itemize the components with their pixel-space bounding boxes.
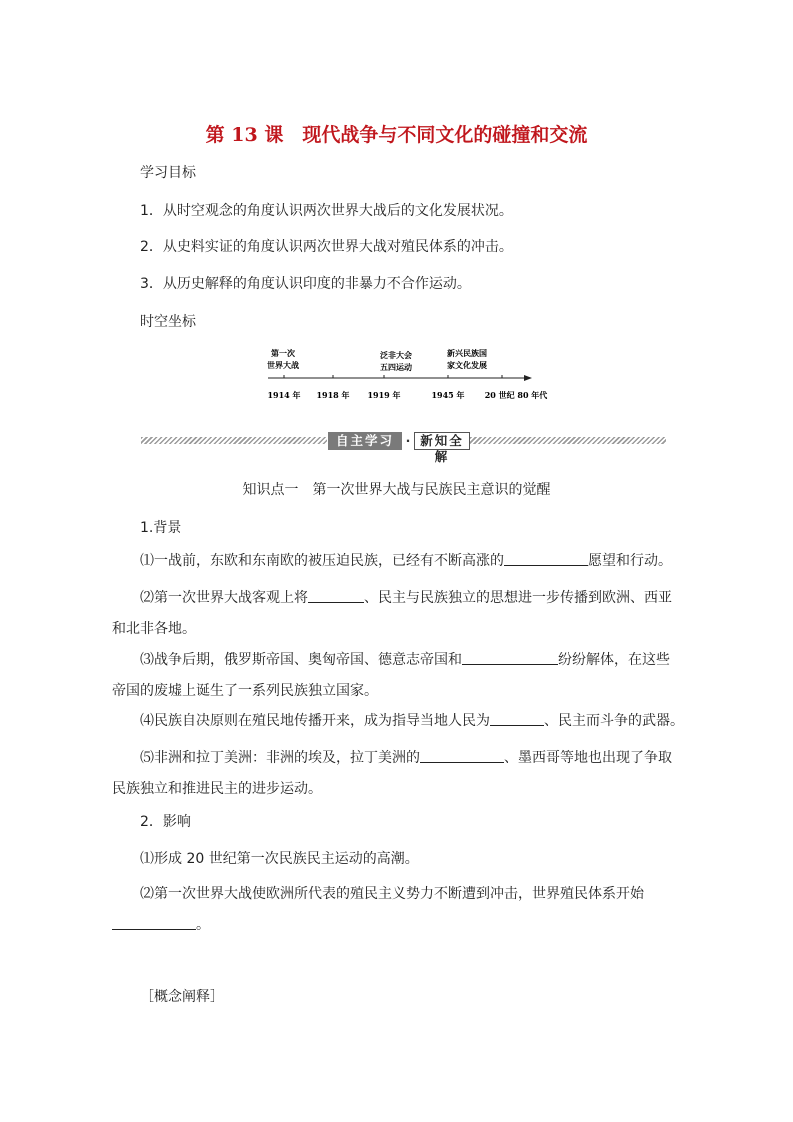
timeline-tick-label: 1914 年 xyxy=(267,390,301,400)
impact-heading: 2．影响 xyxy=(140,814,191,830)
answer-blank[interactable] xyxy=(490,710,544,726)
answer-blank[interactable] xyxy=(420,747,504,763)
text: 、民主与民族独立的思想进一步传播到欧洲、西亚 xyxy=(364,590,672,606)
concept-heading: ［概念阐释］ xyxy=(140,989,224,1005)
text: 愿望和行动。 xyxy=(588,553,672,569)
timeline-figure xyxy=(262,343,562,405)
timeline-tick-label: 1919 年 xyxy=(367,390,401,400)
background-point-5 xyxy=(112,743,684,805)
text: 民族独立和推进民主的进步运动。 xyxy=(112,781,322,797)
text: ⑴一战前，东欧和东南欧的被压迫民族，已经有不断高涨的 xyxy=(140,553,504,569)
impact-point-2 xyxy=(112,879,684,941)
timeline-arrow xyxy=(524,375,532,381)
timeline-event-label: 五四运动 xyxy=(380,362,412,372)
background-point-2 xyxy=(112,583,684,645)
text: ⑷民族自决原则在殖民地传播开来，成为指导当地人民为 xyxy=(140,713,490,729)
objective-item: 3．从历史解释的角度认识印度的非暴力不合作运动。 xyxy=(140,276,471,292)
banner-label-self-study: 自主学习 xyxy=(328,432,402,450)
timeline-event-label: 泛非大会 xyxy=(380,350,412,360)
background-heading: 1.背景 xyxy=(140,520,182,536)
section-heading: 知识点一 第一次世界大战与民族民主意识的觉醒 xyxy=(242,482,551,498)
text: ⑵第一次世界大战客观上将 xyxy=(140,590,308,606)
timeline-event-label: 家文化发展 xyxy=(447,360,487,370)
background-point-3 xyxy=(112,645,684,707)
answer-blank[interactable] xyxy=(504,550,588,566)
background-point-1 xyxy=(112,546,684,577)
text: 、墨西哥等地也出现了争取 xyxy=(504,750,672,766)
banner-dot: · xyxy=(405,433,411,448)
text: ⑵第一次世界大战使欧洲所代表的殖民主义势力不断遭到冲击，世界殖民体系开始 xyxy=(140,886,644,902)
timeline-tick-label: 1945 年 xyxy=(431,390,465,400)
objective-item: 2．从史料实证的角度认识两次世界大战对殖民体系的冲击。 xyxy=(140,239,513,255)
answer-blank[interactable] xyxy=(112,914,196,930)
answer-blank[interactable] xyxy=(308,587,364,603)
timeline-event-label: 新兴民族国 xyxy=(447,348,487,358)
text: ⑸非洲和拉丁美洲：非洲的埃及，拉丁美洲的 xyxy=(140,750,420,766)
text: 、民主而斗争的武器。 xyxy=(544,713,684,729)
text: 和北非各地。 xyxy=(112,621,196,637)
banner-label-new-knowledge: 新知全解 xyxy=(414,432,470,450)
timeline-event-label: 世界大战 xyxy=(267,360,299,370)
impact-point-1: ⑴形成 20 世纪第一次民族民主运动的高潮。 xyxy=(140,851,419,867)
background-point-4 xyxy=(112,706,684,737)
banner-stripe-left xyxy=(141,437,327,444)
timeline-heading: 时空坐标 xyxy=(140,314,196,330)
lesson-title: 第 13 课 现代战争与不同文化的碰撞和交流 xyxy=(205,124,588,146)
text: ⑶战争后期，俄罗斯帝国、奥匈帝国、德意志帝国和 xyxy=(140,652,462,668)
text: 。 xyxy=(196,917,210,933)
objective-item: 1．从时空观念的角度认识两次世界大战后的文化发展状况。 xyxy=(140,203,513,219)
objectives-heading: 学习目标 xyxy=(140,165,196,181)
text: 纷纷解体，在这些 xyxy=(558,652,670,668)
timeline-tick-label: 1918 年 xyxy=(316,390,350,400)
banner-stripe-right xyxy=(470,437,666,444)
timeline-event-label: 第一次 xyxy=(271,348,295,358)
timeline-tick-label: 20 世纪 80 年代 xyxy=(484,390,548,400)
text: 帝国的废墟上诞生了一系列民族独立国家。 xyxy=(112,683,378,699)
answer-blank[interactable] xyxy=(462,649,558,665)
